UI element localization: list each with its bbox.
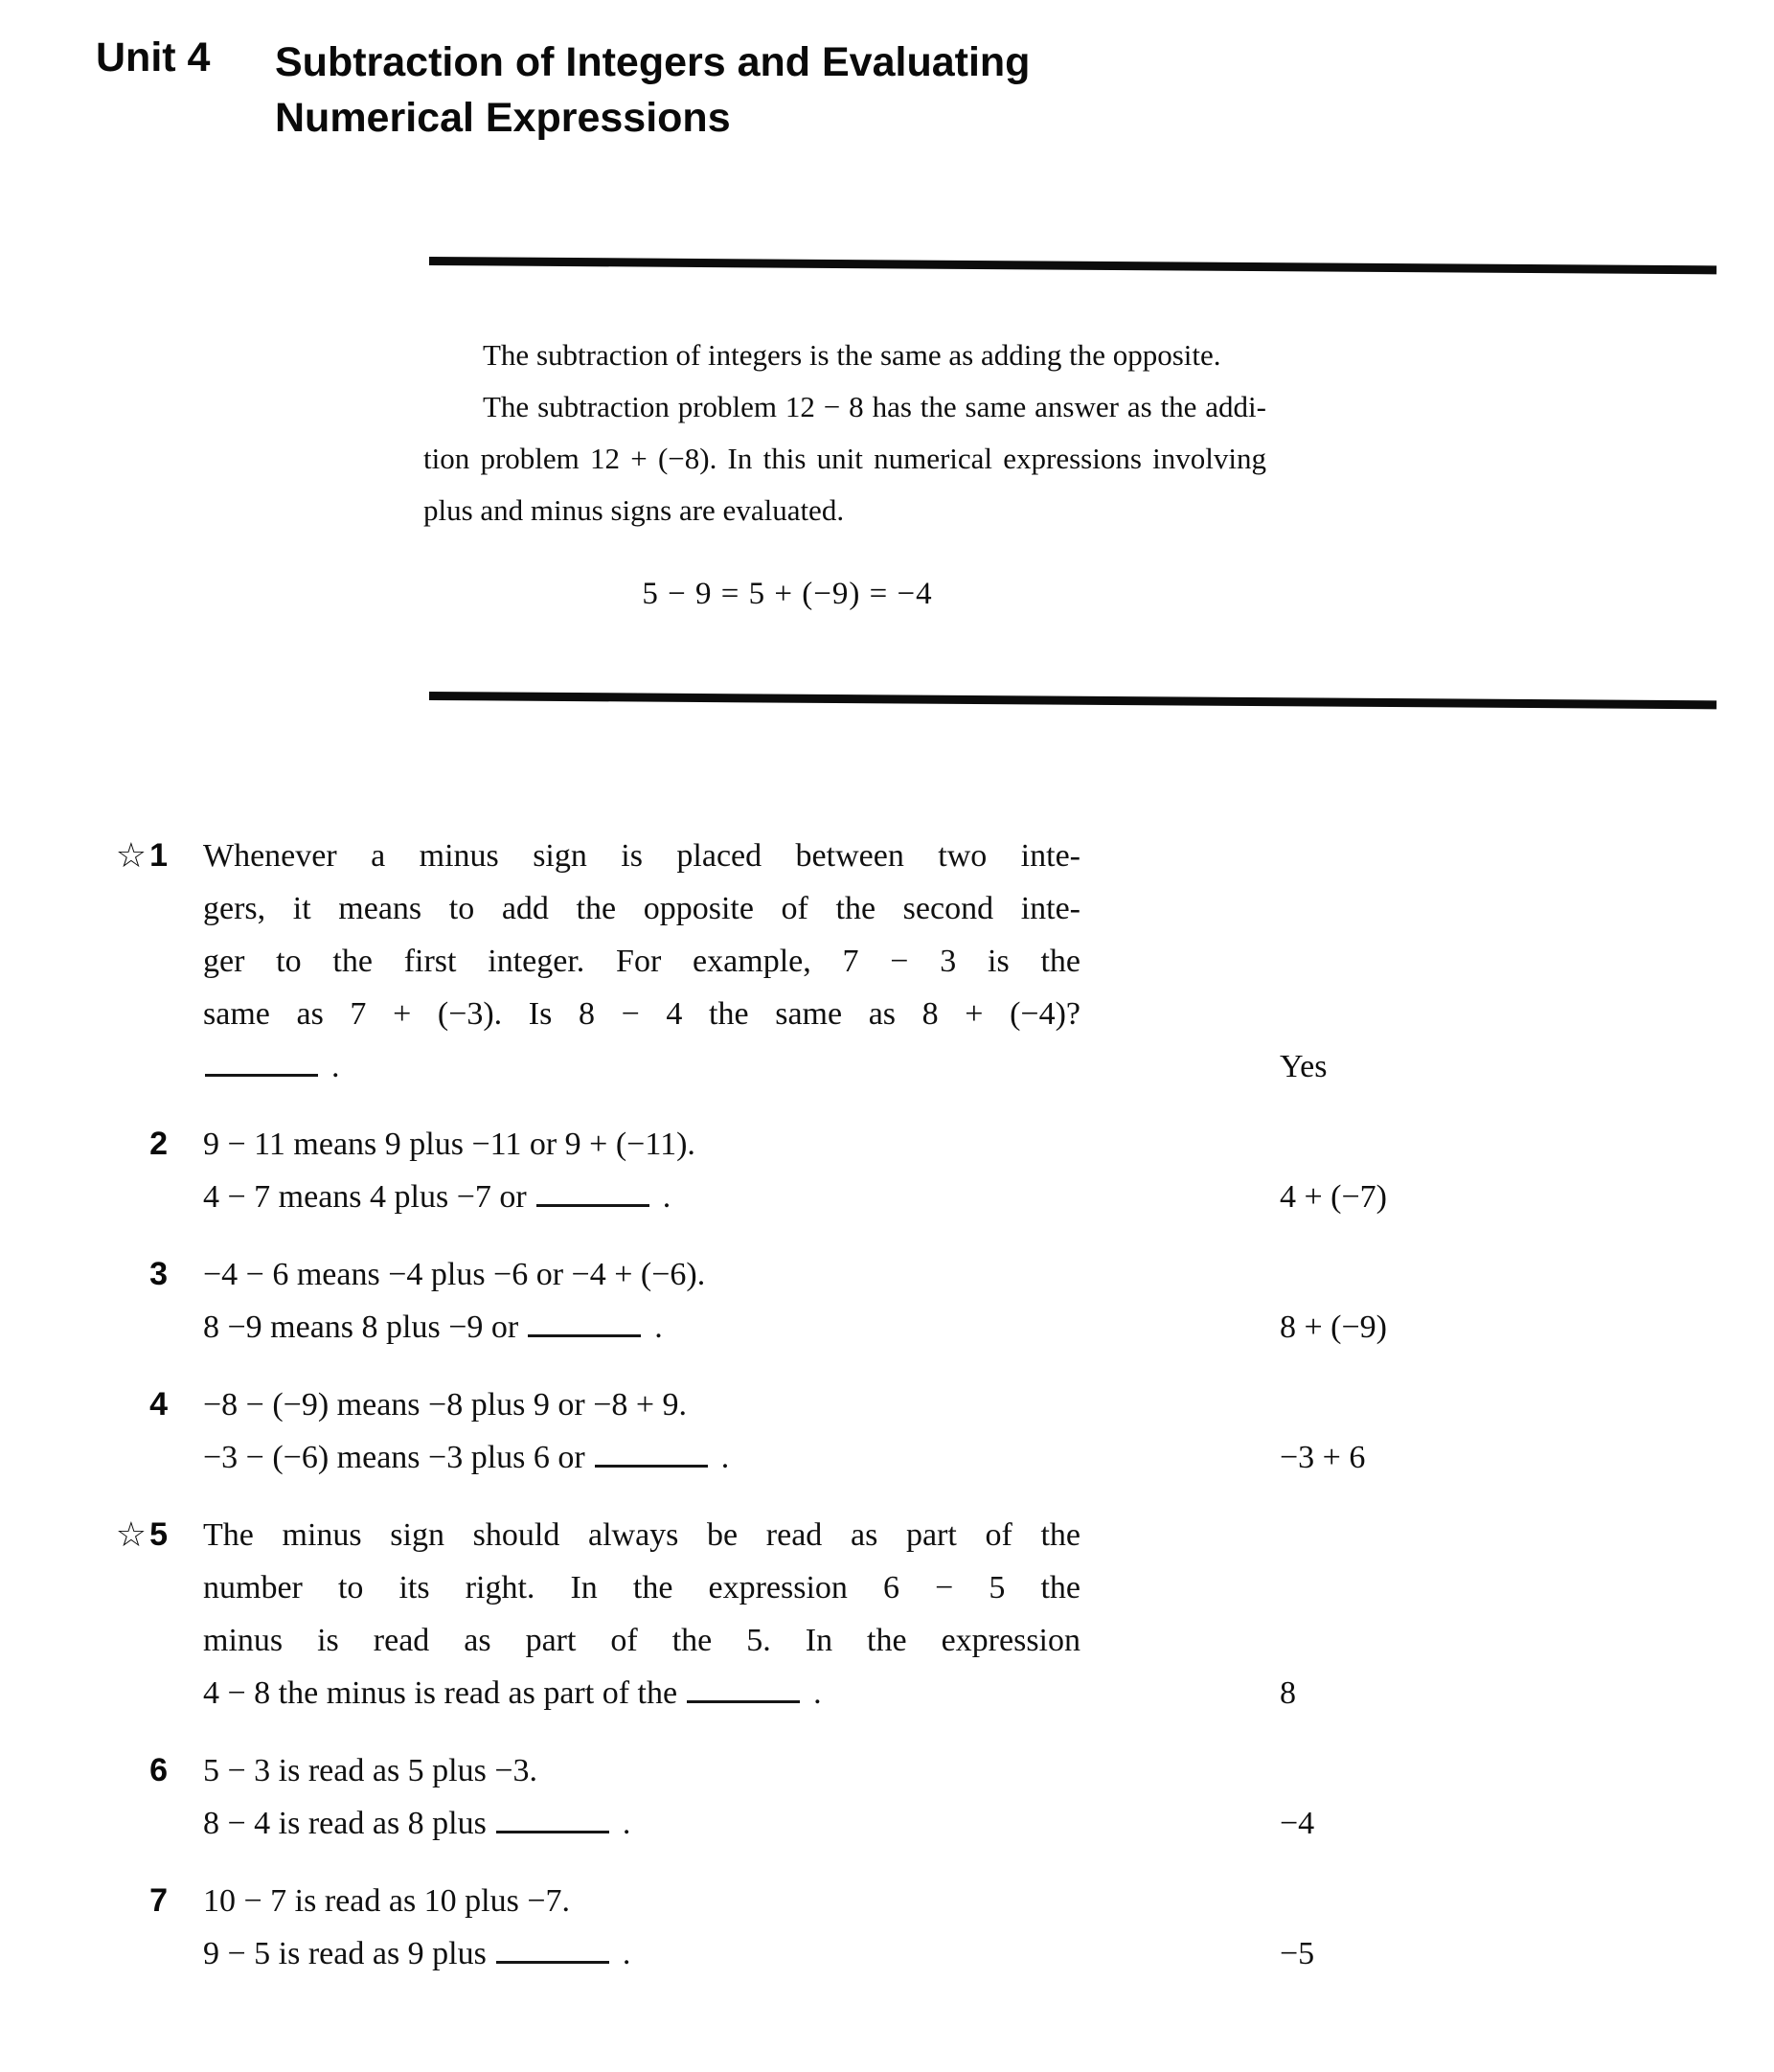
problem-line (203, 1040, 1080, 1093)
answer-text: 8 (1280, 1675, 1296, 1711)
page-title (275, 34, 1030, 146)
blank-period: . (720, 1440, 730, 1475)
problem-number (0, 1744, 168, 1850)
problem-number-text: 1 (149, 837, 168, 874)
answer-text: 4 + (−7) (1280, 1179, 1387, 1215)
answer-text: Yes (1280, 1049, 1328, 1084)
problem-line: same as 7 + (−3). Is 8 − 4 the same as 8 + (−4)? (203, 996, 1080, 1032)
problem-line: ger to the first integer. For example, 7 − 3 is the (203, 944, 1080, 979)
problem-line: −4 − 6 means −4 plus −6 or −4 + (−6). (203, 1257, 706, 1292)
intro-line: tion problem 12 + (−8). In this unit numerical expressions involving (423, 442, 1266, 475)
problem-line (203, 1667, 1080, 1719)
problem-1 (0, 830, 1774, 1093)
problem-line-text: 9 − 5 is read as 9 plus (203, 1936, 487, 1971)
intro-line: plus and minus signs are evaluated. (423, 493, 845, 527)
answer-blank (496, 1933, 609, 1964)
unit-label: Unit 4 (96, 34, 211, 80)
blank-period: . (622, 1936, 631, 1971)
answer-blank (528, 1307, 641, 1337)
title-line-2: Numerical Expressions (275, 95, 731, 141)
intro-line: The subtraction problem 12 − 8 has the same answer as the addi- (483, 390, 1266, 423)
answer-text: −4 (1280, 1806, 1315, 1841)
problem-line: The minus sign should always be read as part of the (203, 1517, 1080, 1553)
problem-3 (0, 1248, 1774, 1354)
problem-number-text: 7 (149, 1882, 168, 1919)
problem-7 (0, 1875, 1774, 1980)
problem-line-text: 8 −9 means 8 plus −9 or (203, 1309, 519, 1345)
blank-period: . (813, 1675, 822, 1711)
problem-number-text: 2 (149, 1126, 168, 1162)
problem-number-text: 3 (149, 1256, 168, 1292)
answer-blank (496, 1803, 609, 1833)
blank-period: . (662, 1179, 671, 1215)
problem-text (203, 1118, 1080, 1223)
star-icon: ☆ (115, 836, 148, 876)
problem-line-text: 4 − 7 means 4 plus −7 or (203, 1179, 527, 1215)
problem-line-text: −3 − (−6) means −3 plus 6 or (203, 1440, 585, 1475)
problem-list (0, 830, 1774, 2005)
problem-line: number to its right. In the expression 6 − 5 the (203, 1570, 1080, 1605)
problem-number (0, 1509, 168, 1719)
problem-line: minus is read as part of the 5. In the expression (203, 1623, 1080, 1658)
problem-line (203, 1171, 1080, 1223)
problem-line-text: 4 − 8 the minus is read as part of the (203, 1675, 678, 1711)
title-line-1: Subtraction of Integers and Evaluating (275, 39, 1031, 85)
problem-line: 5 − 3 is read as 5 plus −3. (203, 1753, 538, 1788)
star-icon: ☆ (115, 1515, 148, 1555)
problem-5 (0, 1509, 1774, 1719)
problem-line: 10 − 7 is read as 10 plus −7. (203, 1883, 571, 1919)
problem-text (203, 1509, 1080, 1719)
problem-line (203, 1797, 1080, 1850)
problem-text (203, 1378, 1080, 1484)
answer-text: 8 + (−9) (1280, 1309, 1387, 1345)
problem-line: 9 − 11 means 9 plus −11 or 9 + (−11). (203, 1127, 695, 1162)
problem-text (203, 1875, 1080, 1980)
blank-period: . (654, 1309, 663, 1345)
problem-number-text: 5 (149, 1516, 168, 1553)
problem-text (203, 1744, 1080, 1850)
problem-line (203, 1431, 1080, 1484)
problem-line: gers, it means to add the opposite of the second inte- (203, 891, 1080, 926)
problem-number (0, 1378, 168, 1484)
problem-2 (0, 1118, 1774, 1223)
problem-6 (0, 1744, 1774, 1850)
problem-number-text: 4 (149, 1386, 168, 1423)
problem-4 (0, 1378, 1774, 1484)
problem-text (203, 1248, 1080, 1354)
answer-blank (687, 1673, 800, 1703)
problem-text (203, 830, 1080, 1093)
problem-number (0, 830, 168, 1093)
blank-period: . (622, 1806, 631, 1841)
problem-line: Whenever a minus sign is placed between two inte- (203, 838, 1080, 874)
intro-line: The subtraction of integers is the same as adding the opposite. (483, 338, 1221, 372)
intro-paragraph (423, 330, 1266, 536)
problem-number (0, 1118, 168, 1223)
answer-text: −5 (1280, 1936, 1315, 1971)
problem-number-text: 6 (149, 1752, 168, 1788)
problem-number (0, 1875, 168, 1980)
divider-rule-top (429, 257, 1717, 274)
problem-line (203, 1927, 1080, 1980)
blank-period: . (331, 1049, 340, 1084)
problem-line (203, 1301, 1080, 1354)
problem-line: −8 − (−9) means −8 plus 9 or −8 + 9. (203, 1387, 688, 1423)
problem-line-text: 8 − 4 is read as 8 plus (203, 1806, 487, 1841)
answer-blank (536, 1176, 649, 1207)
answer-blank (595, 1437, 708, 1468)
answer-blank (205, 1046, 318, 1077)
answer-text: −3 + 6 (1280, 1440, 1366, 1475)
problem-number (0, 1248, 168, 1354)
example-equation: 5 − 9 = 5 + (−9) = −4 (642, 577, 933, 611)
divider-rule-bottom (429, 692, 1717, 709)
